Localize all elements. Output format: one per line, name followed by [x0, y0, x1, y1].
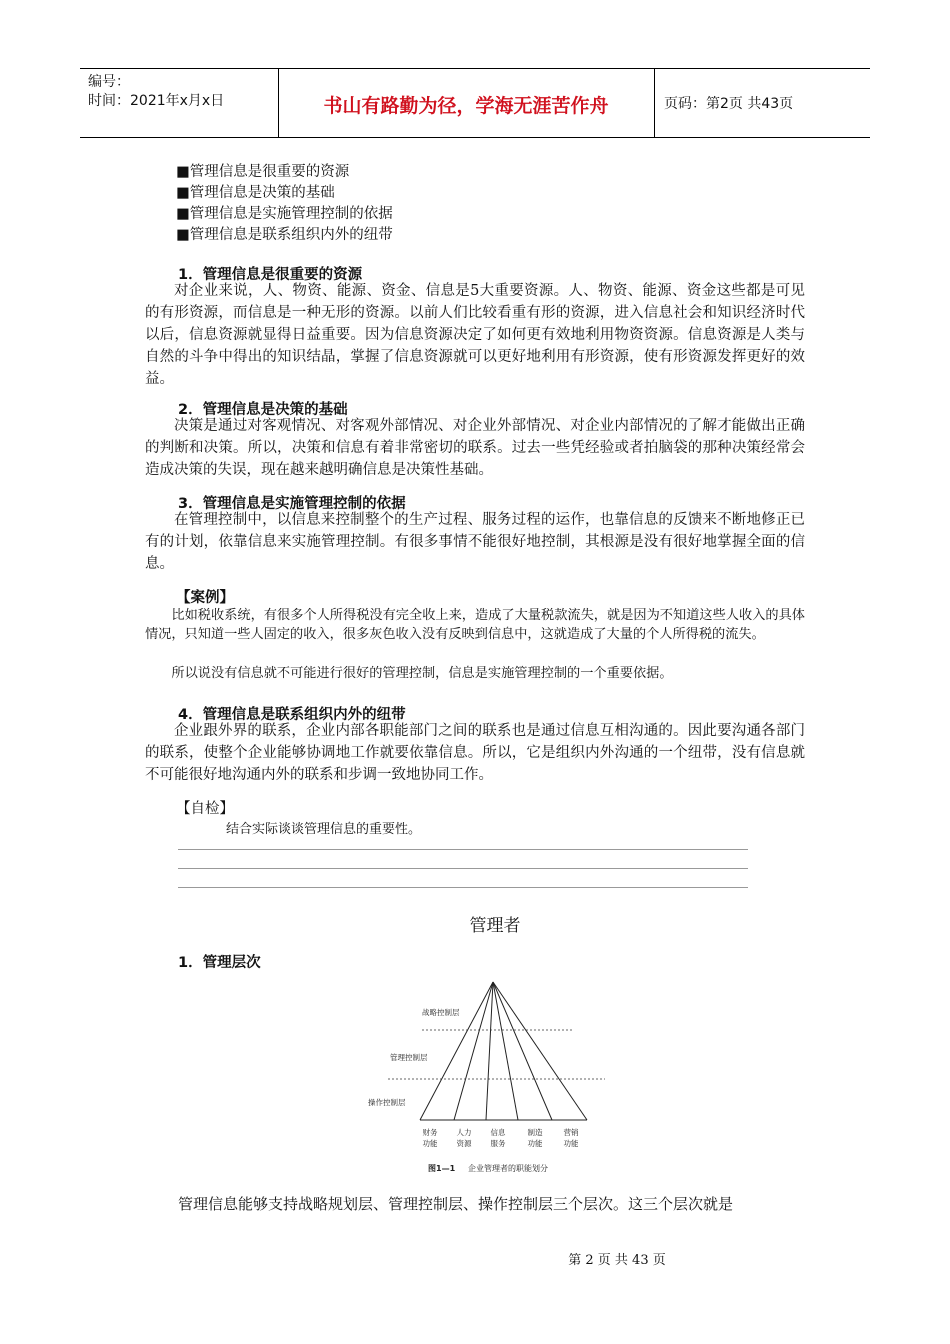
pyramid-edge	[420, 982, 493, 1120]
section-body: 在管理控制中，以信息来控制整个的生产过程、服务过程的运作，也靠信息的反馈来不断地修正已有的计划，依靠信息来实施管理控制。有很多事情不能很好地控制，其根源是没有很好地掌握全面的信息。	[145, 512, 805, 572]
closing-paragraph: 管理信息能够支持战略规划层、管理控制层、操作控制层三个层次。这三个层次就是	[178, 1195, 734, 1213]
function-label: 资源	[456, 1139, 472, 1148]
layer-label: 操作控制层	[368, 1098, 406, 1107]
answer-line	[178, 887, 748, 888]
function-label: 营销	[563, 1128, 579, 1137]
function-label: 信息	[490, 1128, 506, 1137]
section-heading: 4．管理信息是联系组织内外的纽带	[178, 707, 406, 723]
bullet-item: ■管理信息是决策的基础	[176, 185, 335, 201]
function-label: 功能	[527, 1139, 543, 1148]
section-body: 决策是通过对客观情况、对客观外部情况、对企业外部情况、对企业内部情况的了解才能做出正确的判断和决策。所以，决策和信息有着非常密切的联系。过去一些凭经验或者拍脑袋的那种决策经常会造成决策的失误，现在越来越明确信息是决策性基础。	[145, 418, 805, 478]
page-footer: 第 2 页 共 43 页	[568, 1253, 666, 1268]
case-body: 比如税收系统，有很多个人所得税没有完全收上来，造成了大量税款流失，就是因为不知道这些人收入的具体情况，只知道一些人固定的收入，很多灰色收入没有反映到信息中，这就造成了大量的个人所得税的流失。	[145, 608, 805, 642]
answer-line	[178, 849, 748, 850]
header-motto: 书山有路勤为径，学海无涯苦作舟	[323, 95, 609, 117]
bullet-item: ■管理信息是很重要的资源	[176, 164, 350, 180]
pyramid-edge	[493, 982, 587, 1120]
layer-label: 战略控制层	[422, 1008, 460, 1017]
function-label: 制造	[527, 1128, 543, 1137]
header-meta	[88, 73, 224, 111]
bullet-item: ■管理信息是联系组织内外的纽带	[176, 227, 393, 243]
case-label: 【案例】	[176, 590, 234, 606]
figure-caption-text: 企业管理者的职能划分	[468, 1164, 548, 1173]
case-conclusion: 所以说没有信息就不可能进行很好的管理控制，信息是实施管理控制的一个重要依据。	[171, 666, 673, 681]
function-label: 功能	[422, 1139, 438, 1148]
document-number: 编号：	[88, 74, 130, 90]
answer-line	[178, 868, 748, 869]
function-ray	[493, 982, 552, 1120]
figure-caption-number: 图1—1	[428, 1164, 456, 1173]
management-pyramid-figure	[360, 975, 620, 1180]
document-time: 时间：2021年x月x日	[88, 93, 225, 109]
header-divider	[654, 69, 655, 137]
section-body: 对企业来说，人、物资、能源、资金、信息是5大重要资源。人、物资、能源、资金这些都是可见的有形资源，而信息是一种无形的资源。以前人们比较看重有形的资源，进入信息社会和知识经济时代以后，信息资源就显得日益重要。因为信息资源决定了如何更有效地利用物资资源。信息资源是人类与自然的斗争中得出的知识结晶，掌握了信息资源就可以更好地利用有形资源，使有形资源发挥更好的效益。	[145, 283, 805, 387]
function-label: 功能	[563, 1139, 579, 1148]
header-page-number: 页码：第2页 共43页	[664, 96, 794, 112]
function-label: 财务	[422, 1128, 438, 1137]
self-check-label: 【自检】	[176, 801, 234, 817]
function-ray	[493, 982, 518, 1120]
section-heading: 2．管理信息是决策的基础	[178, 402, 348, 418]
layer-label: 管理控制层	[390, 1053, 428, 1062]
section-heading: 1．管理信息是很重要的资源	[178, 267, 363, 283]
function-label: 人力	[456, 1128, 472, 1137]
self-check-prompt: 结合实际谈谈管理信息的重要性。	[226, 822, 422, 837]
page-header	[80, 68, 870, 138]
section-body: 企业跟外界的联系，企业内部各职能部门之间的联系也是通过信息互相沟通的。因此要沟通各部门的联系，使整个企业能够协调地工作就要依靠信息。所以，它是组织内外沟通的一个纽带，没有信息就不可能很好地沟通内外的联系和步调一致地协同工作。	[145, 723, 805, 783]
section-title: 管理者	[469, 916, 521, 936]
bullet-item: ■管理信息是实施管理控制的依据	[176, 206, 393, 222]
section-heading: 3．管理信息是实施管理控制的依据	[178, 496, 406, 512]
subsection-heading: 1．管理层次	[178, 955, 261, 971]
function-label: 服务	[490, 1139, 506, 1148]
